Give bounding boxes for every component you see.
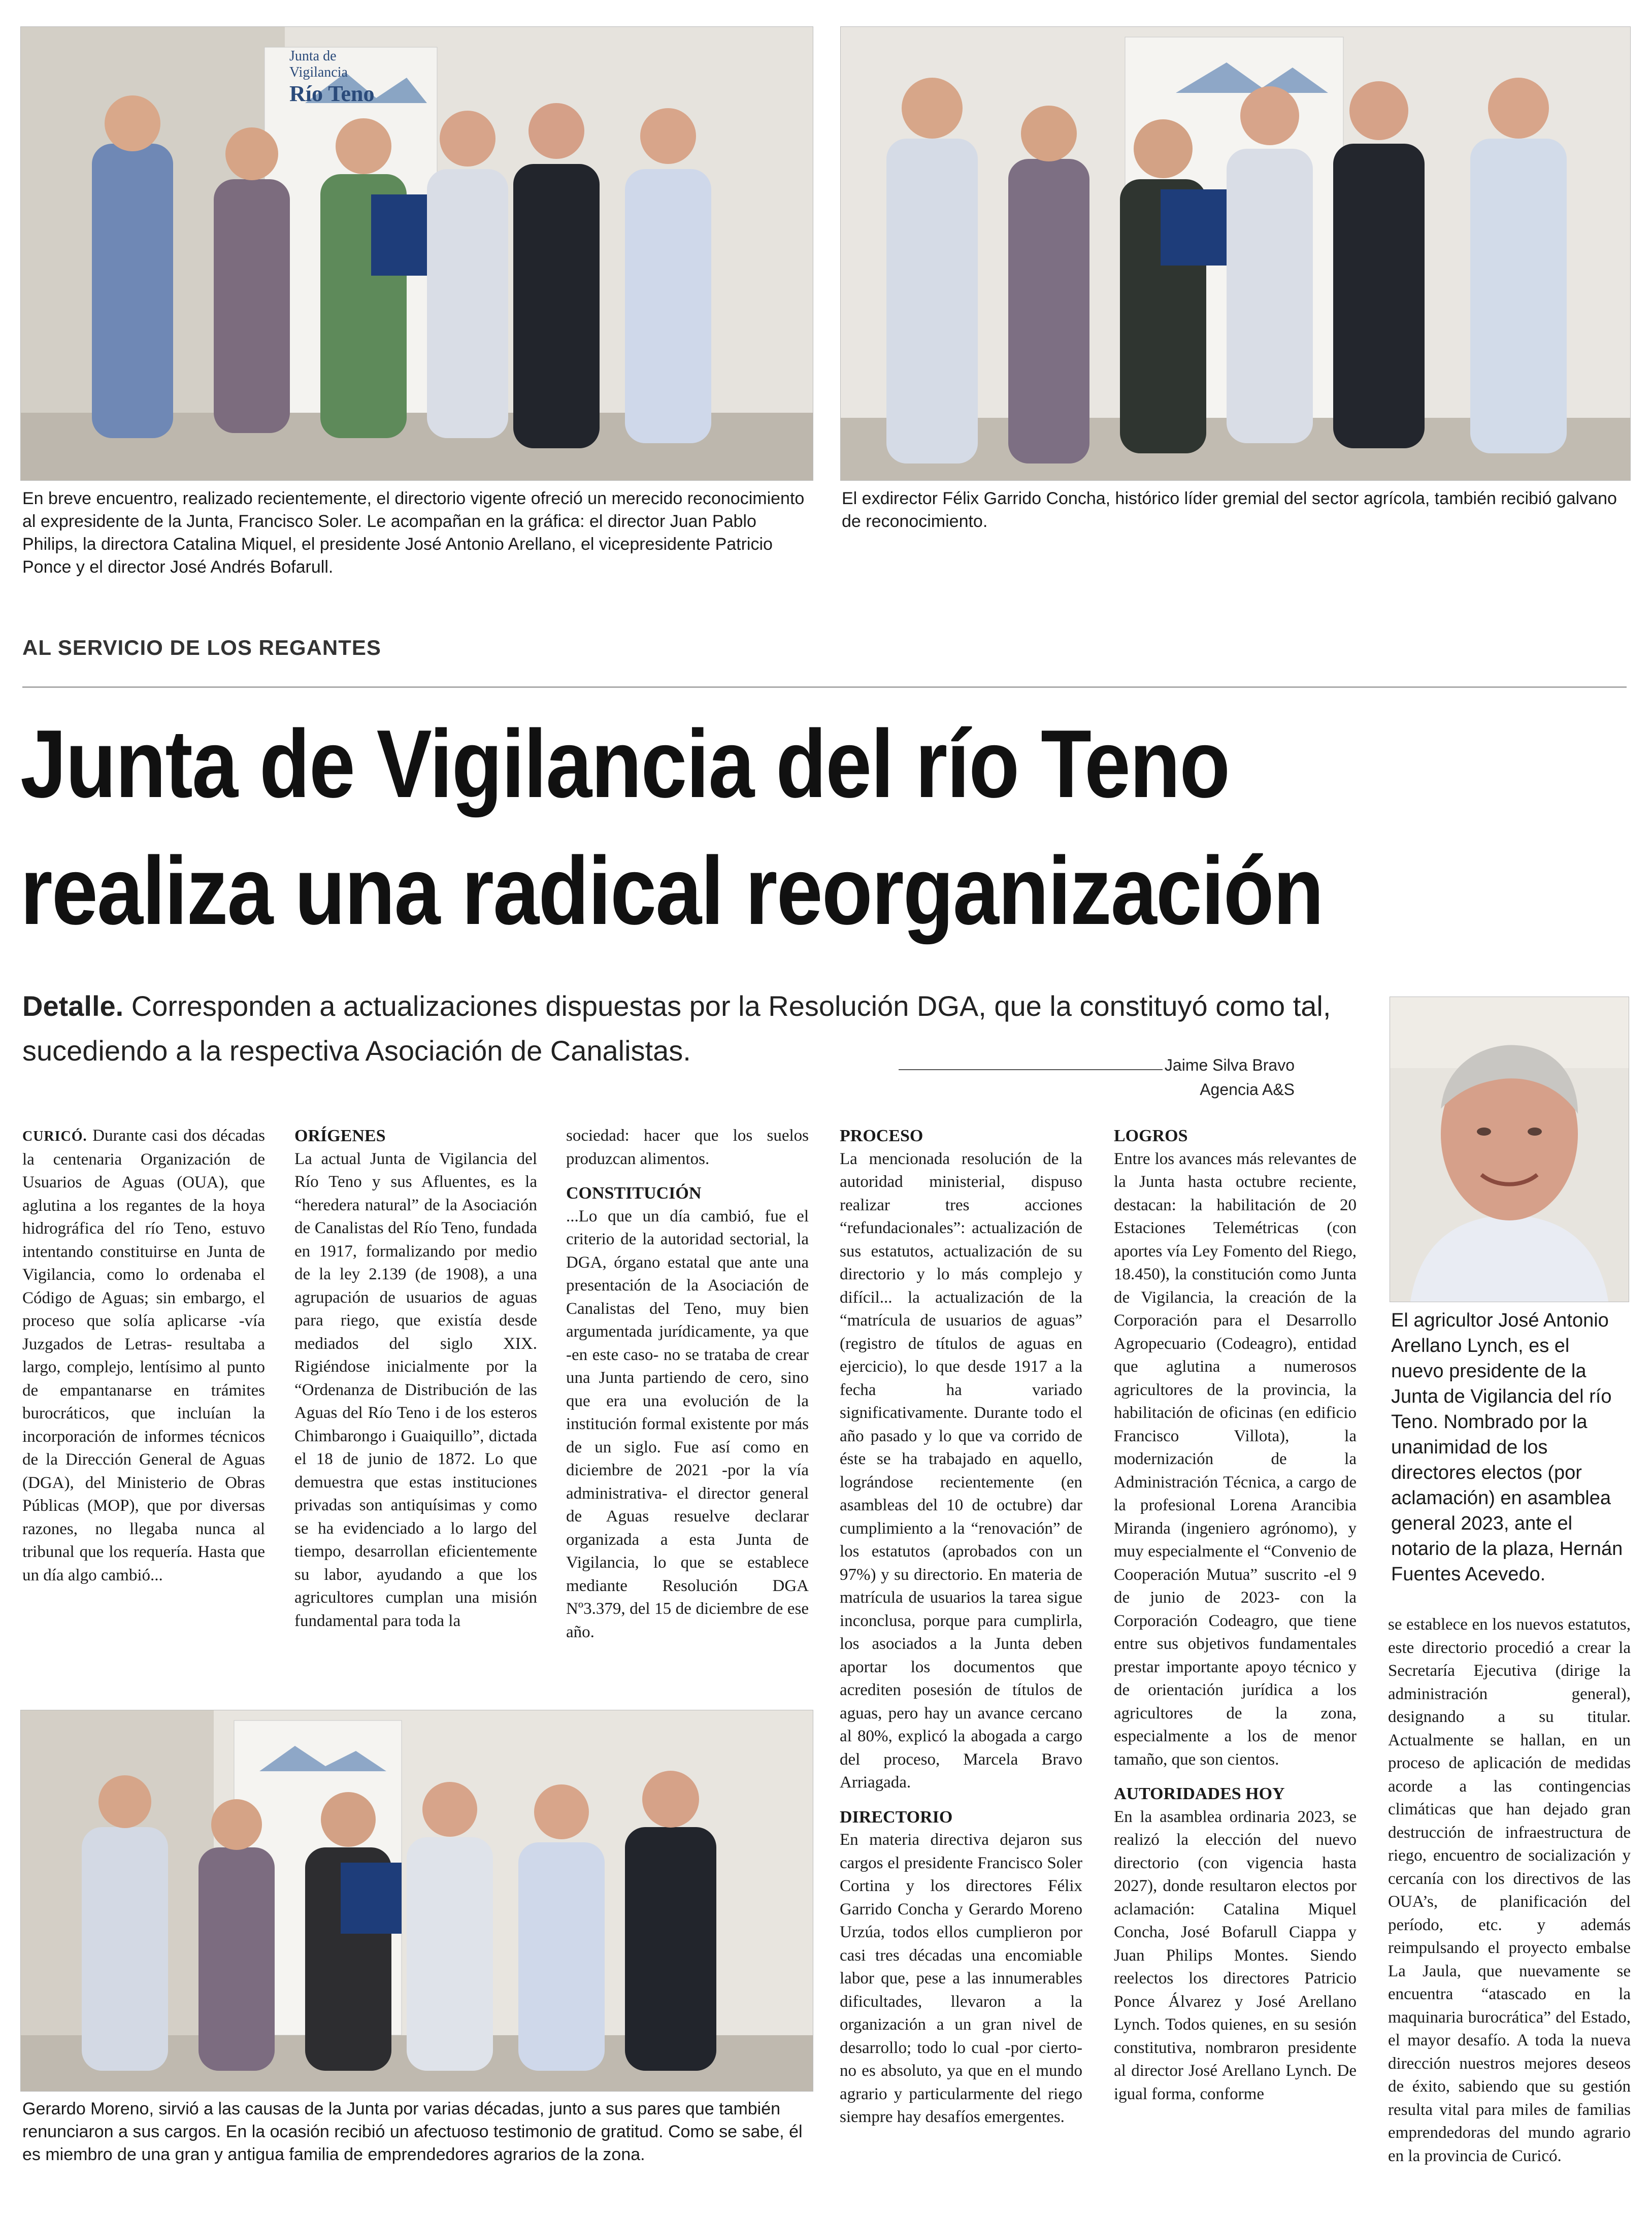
caption-photo3: Gerardo Moreno, sirvió a las causas de la Junta por varias décadas, junto a sus pares que también renunciaron a sus cargos. En la ocasión recibió un afectuoso testimonio de gratitud. Como se sabe, él es miembro de una gran y antigua familia de emprendedores agrarios de la zona. bbox=[22, 2099, 803, 2164]
banner-text-1 bbox=[289, 48, 391, 107]
caption-portrait: El agricultor José Antonio Arellano Lynch, es el nuevo presidente de la Junta de Vigilancia del río Teno. Nombrado por la unanimidad de los directores electos (por aclamación) en asamblea general 2023, ante el notario de la plaza, Hernán Fuentes Acevedo. bbox=[1391, 1310, 1623, 1585]
deck-text: Corresponden a actualizaciones dispuestas por la Resolución DGA, que la constituyó como tal, sucediendo a la respectiva Asociación de Canalistas. bbox=[22, 990, 1331, 1067]
col4-text2: En materia directiva dejaron sus cargos el presidente Francisco Soler Cortina y los directores Félix Garrido Concha y Gerardo Moreno Urzúa, todos ellos cumplieron por casi tres décadas una encomiable labor que, pese a las innumerables dificultades, llevaron a la organización a un gran nivel de desarrollo; todo lo cual -por cierto- no es absoluto, ya que en el mundo agrario y particularmente del riego siempre hay desafíos emergentes. bbox=[840, 1831, 1082, 2126]
headline-line2: realiza una radical reorganización bbox=[20, 837, 1323, 945]
col5-text2: En la asamblea ordinaria 2023, se realizó la elección del nuevo directorio (con vigencia hasta 2027), donde resultaron electos por aclamación: Catalina Miquel Concha, José Bofarull Ciappa y Juan Philips Montes. Siendo reelectos los directores Patricio Ponce Álvarez y José Arellano Lynch. Todos quienes, en su sesión constitutiva, nombraron presidente al director José Arellano Lynch. De igual forma, conforme bbox=[1114, 1807, 1357, 2103]
headline-line1: Junta de Vigilancia del río Teno bbox=[20, 710, 1230, 818]
caption-photo2: El exdirector Félix Garrido Concha, histórico líder gremial del sector agrícola, también recibió galvano de reconocimiento. bbox=[842, 489, 1617, 531]
heading-logros: LOGROS bbox=[1114, 1127, 1188, 1145]
photo-felix-garrido bbox=[840, 26, 1631, 481]
article-col1 bbox=[22, 1124, 265, 1587]
heading-constitucion: CONSTITUCIÓN bbox=[566, 1184, 702, 1203]
kicker-rule bbox=[22, 686, 1627, 688]
article-col5 bbox=[1114, 1124, 1357, 2106]
col3-text1: sociedad: hacer que los suelos produzcan alimentos. bbox=[566, 1127, 809, 1168]
article-col4 bbox=[840, 1124, 1082, 2129]
caption-photo1: En breve encuentro, realizado recientemente, el directorio vigente ofreció un merecido reconocimiento al expresidente de la Junta, Francisco Soler. Le acompañan en la gráfica: el director Juan Pablo Philips, la directora Catalina Miquel, el presidente José Antonio Arellano, el vicepresidente Patricio Ponce y el director José Andrés Bofarull. bbox=[22, 489, 805, 577]
byline-agency: Agencia A&S bbox=[1200, 1080, 1295, 1099]
heading-origenes: ORÍGENES bbox=[294, 1127, 386, 1145]
heading-proceso: PROCESO bbox=[840, 1127, 923, 1145]
col4-text1: La mencionada resolución de la autoridad ministerial, dispuso realizar tres acciones “refundacionales”: actualización de sus estatutos, actualización de su directorio y lo más complejo y difícil... la actualización de la “matrícula de usuarios de aguas” (registro de títulos de aguas en ejercicio), lo que desde 1917 a la fecha ha variado significativamente. Durante todo el año pasado y lo que va corrido de éste se ha trabajado en aquello, lográndose recientemente (en asambleas del 10 de octubre) dar cumplimiento a la “renovación” de los estatutos (aprobados con un 97%) y su directorio. En materia de matrícula de usuarios la tarea sigue inconclusa, porque para cumplirla, los asociados a la Junta deben aportar los documentos que acrediten posesión de títulos de aguas, pero hay un avance cercano al 80%, explicó la abogada a cargo del proceso, Marcela Bravo Arriagada. bbox=[840, 1149, 1082, 1792]
banner-line2: Río Teno bbox=[289, 81, 375, 106]
col5-text1: Entre los avances más relevantes de la Junta hasta octubre reciente, destacan: la habilitación de 20 Estaciones Telemétricas (con aportes vía Ley Fomento del Riego, 18.450), la constitución como Junta de Vigilancia, la creación de la Corporación para el Desarrollo Agropecuario (Codeagro), entidad que aglutina a numerosos agricultores de la provincia, la habilitación de oficinas (en edificio Francisco Villota), la modernización de la Administración Técnica, a cargo de la profesional Lorena Arancibia Miranda (ingeniero agrónomo), y muy especialmente el “Convenio de Cooperación Mutua” suscrito -el 9 de junio de 2023- con la Corporación Codeagro, que tiene entre sus objetivos fundamentales prestar importante apoyo técnico y de orientación jurídica a los agricultores de la zona, especialmente a los de menor tamaño, que son cientos. bbox=[1114, 1149, 1357, 1769]
headline bbox=[20, 701, 1409, 954]
col1-text: Durante casi dos décadas la centenaria Organización de Usuarios de Aguas (OUA), que aglutina a los regantes de la hoya hidrográfica del río Teno, estuvo intentando constituirse en Junta de Vigilancia, como lo ordenaba el Código de Aguas; sin embargo, el proceso que solía aplicarse -vía Juzgados de Letras- resultaba a largo, complejo, lentísimo al punto de empantanarse en trámites burocráticos, que incluían la incorporación de informes técnicos de la Dirección General de Aguas (DGA), del Ministerio de Obras Públicas (MOP), que por diversas razones, no llegaba nunca al tribunal que los requería. Hasta que un día algo cambió... bbox=[22, 1127, 265, 1584]
col3-text2: ...Lo que un día cambió, fue el criterio de la autoridad sectorial, la DGA, órgano estatal que ante una presentación de la Asociación de Canalistas del Teno, muy bien argumentada jurídicamente, ya que -en este caso- no se trataba de crear una Junta partiendo de cero, sino que era una evolución de la institución formal existente por más de un siglo. Fue así como en diciembre de 2021 -por la vía administrativa- el director general de Aguas resuelve declarar organizada a esta Junta de Vigilancia, lo que se establece mediante Resolución DGA Nº3.379, del 15 de diciembre de ese año. bbox=[566, 1207, 809, 1641]
byline-author: Jaime Silva Bravo bbox=[1164, 1056, 1295, 1074]
banner-line1: Junta de Vigilancia bbox=[289, 48, 348, 80]
photo-directorio-soler bbox=[20, 26, 813, 481]
deck-label: Detalle. bbox=[22, 990, 124, 1022]
portrait-arellano bbox=[1390, 997, 1629, 1302]
col6-text: se establece en los nuevos estatutos, este directorio procedió a crear la Secretaría Ejecutiva (dirige la administración general), designando a su titular. Actualmente se hallan, en un proceso de aplicación de medidas acorde a las contingencias climáticas que han dejado gran destrucción de infraestructura de riego, encuentro de socialización y cercanía con los directivos de las OUA’s, de planificación del período, etc. y además reimpulsando el proyecto embalse La Jaula, que nuevamente se encuentra “atascado en la maquinaria burocrática” del Estado, el mayor desafío. A toda la nueva dirección nuestros mejores deseos de éxito, sabiendo que su gestión resulta vital para miles de familias emprendedoras del mundo agrario en la provincia de Curicó. bbox=[1388, 1615, 1631, 2165]
article-col2 bbox=[294, 1124, 537, 1633]
kicker: AL SERVICIO DE LOS REGANTES bbox=[22, 636, 381, 659]
article-col6 bbox=[1388, 1613, 1631, 2168]
col2-text: La actual Junta de Vigilancia del Río Teno y sus Afluentes, es la “heredera natural” de la Asociación de Canalistas del Río Teno, fundada en 1917, formalizando por medio de la ley 2.139 (de 1908), a una agrupación de usuarios de aguas para riego, que existía desde mediados del siglo XIX. Rigiéndose inicialmente por la “Ordenanza de Distribución de las Aguas del Río Teno i de los esteros Chimbarongo i Guaiquillo”, dictada el 18 de junio de 1872. Lo que demuestra que estas instituciones privadas son antiquísimas y como se ha evidenciado a lo largo del tiempo, desarrollan eficientemente su labor, ayudando a que los agricultores cumplan una misión fundamental para toda la bbox=[294, 1149, 537, 1630]
article-col3 bbox=[566, 1124, 809, 1644]
heading-autoridades: AUTORIDADES HOY bbox=[1114, 1784, 1285, 1803]
photo-gerardo-moreno bbox=[20, 1710, 813, 2092]
dateline: CURICÓ. bbox=[22, 1129, 87, 1144]
heading-directorio: DIRECTORIO bbox=[840, 1807, 953, 1827]
